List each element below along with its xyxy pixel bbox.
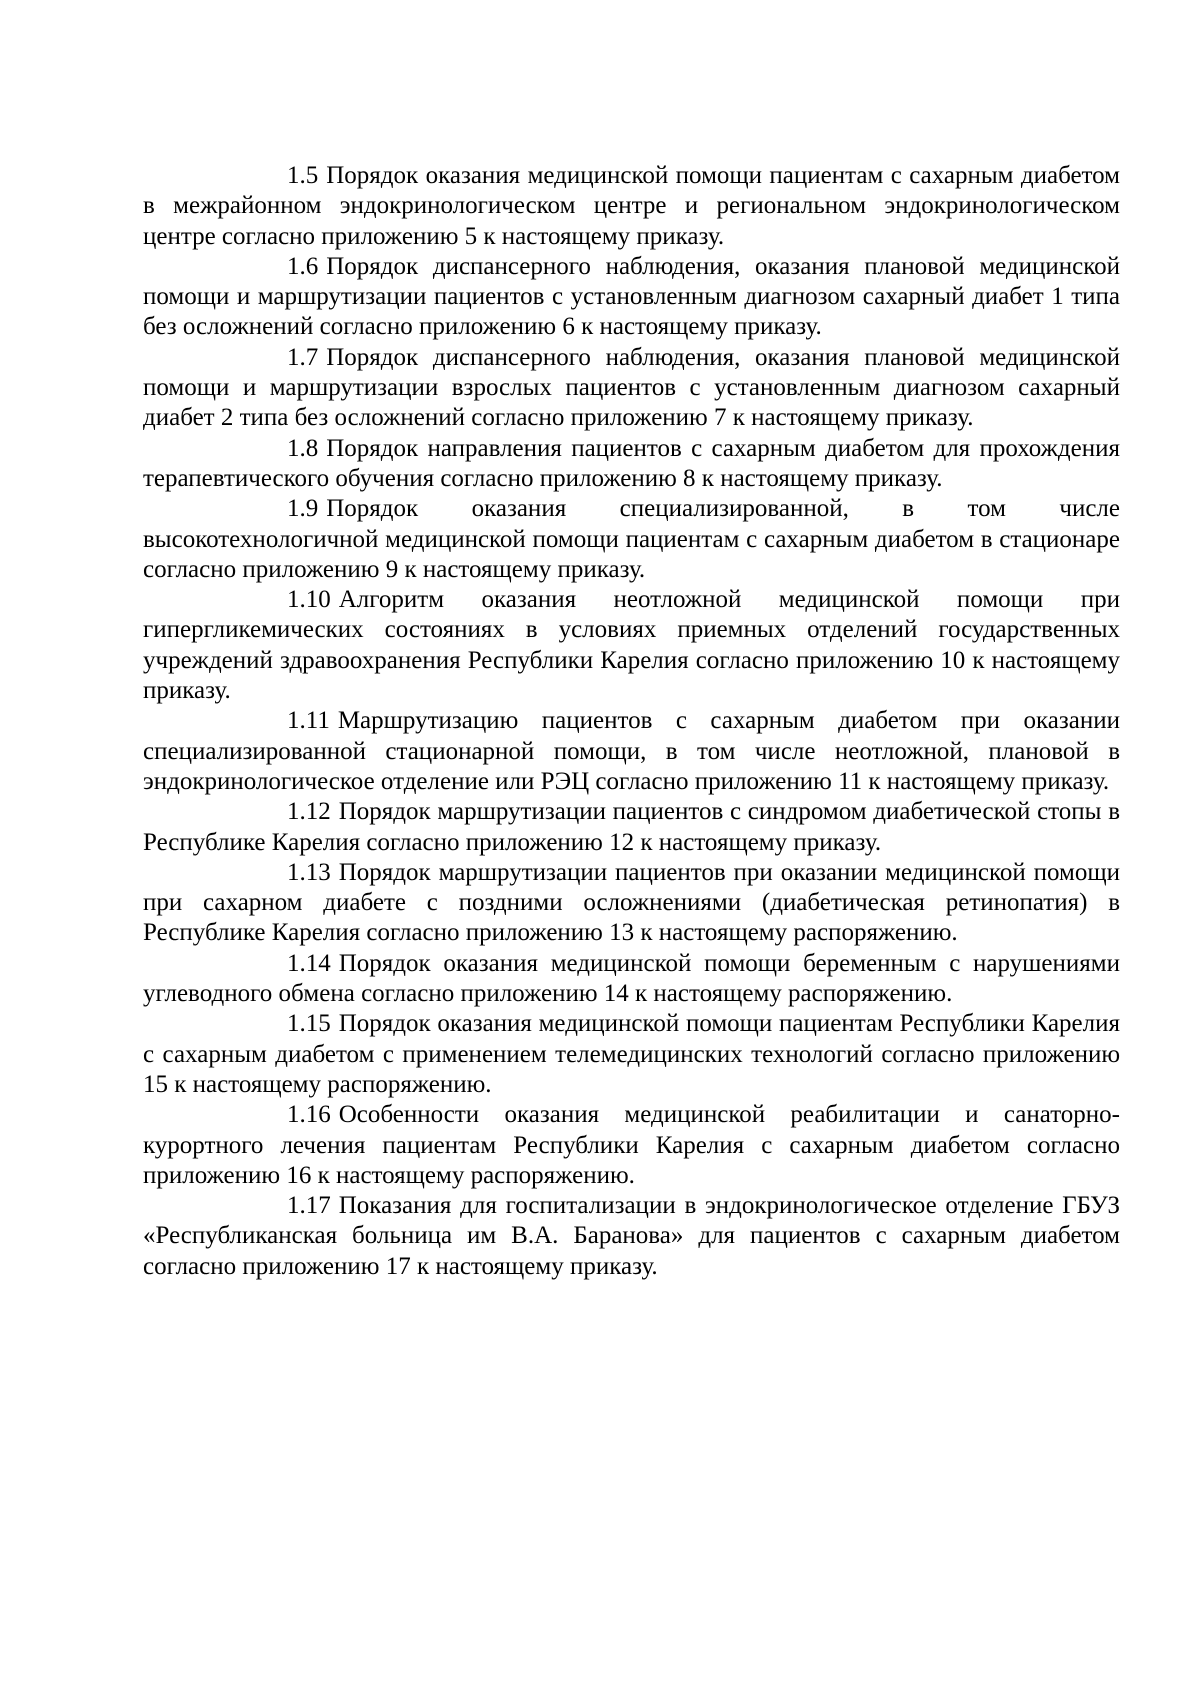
item-number: 1.13 [287, 858, 331, 886]
paragraph-1-14 [143, 949, 1120, 1010]
item-text: Порядок оказания медицинской помощи пациентам Республики Карелия с сахарным диабетом с применением телемедицинских технологий согласно приложению 15 к настоящему распоряжению. [143, 1010, 1120, 1098]
item-number: 1.8 [287, 434, 319, 462]
item-number: 1.16 [287, 1101, 331, 1129]
item-text: Порядок оказания специализированной, в том числе высокотехнологичной медицинской помощи пациентам с сахарным диабетом в стационаре согласно приложению 9 к настоящему приказу. [143, 495, 1120, 583]
item-number: 1.5 [287, 162, 319, 189]
item-number: 1.11 [287, 707, 330, 735]
paragraph-1-12 [143, 797, 1120, 858]
document-body [143, 161, 1120, 1282]
paragraph-1-8 [143, 434, 1120, 495]
item-text: Порядок направления пациентов с сахарным диабетом для прохождения терапевтического обучения согласно приложению 8 к настоящему приказу. [143, 434, 1120, 492]
item-text: Алгоритм оказания неотложной медицинской помощи при гипергликемических состояниях в условиях приемных отделений государственных учреждений здравоохранения Республики Карелия согласно приложению 10 к настоящему приказу. [143, 586, 1120, 705]
paragraph-1-17 [143, 1191, 1120, 1282]
item-number: 1.9 [287, 495, 319, 523]
paragraph-1-6 [143, 252, 1120, 343]
item-text: Показания для госпитализации в эндокринологическое отделение ГБУЗ «Республиканская больница им В.А. Баранова» для пациентов с сахарным диабетом согласно приложению 17 к настоящему приказу. [143, 1192, 1120, 1280]
item-number: 1.15 [287, 1010, 331, 1038]
item-number: 1.17 [287, 1192, 331, 1220]
paragraph-1-11 [143, 706, 1120, 797]
paragraph-1-15 [143, 1009, 1120, 1100]
paragraph-1-9 [143, 494, 1120, 585]
item-text: Особенности оказания медицинской реабилитации и санаторно-курортного лечения пациентам Республики Карелия с сахарным диабетом согласно приложению 16 к настоящему распоряжению. [143, 1101, 1120, 1189]
item-text: Порядок маршрутизации пациентов с синдромом диабетической стопы в Республике Карелия согласно приложению 12 к настоящему приказу. [143, 798, 1120, 856]
item-number: 1.14 [287, 949, 331, 977]
paragraph-1-16 [143, 1100, 1120, 1191]
paragraph-1-10 [143, 585, 1120, 706]
item-number: 1.10 [287, 586, 331, 614]
item-text: Порядок оказания медицинской помощи беременным с нарушениями углеводного обмена согласно приложению 14 к настоящему распоряжению. [143, 949, 1120, 1008]
item-number: 1.6 [287, 252, 319, 280]
item-text: Порядок оказания медицинской помощи пациентам с сахарным диабетом в межрайонном эндокринологическом центре и региональном эндокринологическом центре согласно приложению 5 к настоящему приказу. [143, 162, 1120, 250]
paragraph-1-5 [143, 161, 1120, 252]
item-number: 1.12 [287, 798, 331, 826]
item-text: Маршрутизацию пациентов с сахарным диабетом при оказании специализированной стационарной помощи, в том числе неотложной, плановой в эндокринологическое отделение или РЭЦ согласно приложению 11 к настоящему приказу. [143, 707, 1120, 795]
paragraph-1-13 [143, 858, 1120, 949]
item-number: 1.7 [287, 343, 319, 371]
item-text: Порядок маршрутизации пациентов при оказании медицинской помощи при сахарном диабете с поздними осложнениями (диабетическая ретинопатия) в Республике Карелия согласно приложению 13 к настоящему распоряжению. [143, 858, 1120, 947]
item-text: Порядок диспансерного наблюдения, оказания плановой медицинской помощи и маршрутизации взрослых пациентов с установленным диагнозом сахарный диабет 2 типа без осложнений согласно приложению 7 к настоящему приказу. [143, 343, 1120, 432]
paragraph-1-7 [143, 343, 1120, 434]
item-text: Порядок диспансерного наблюдения, оказания плановой медицинской помощи и маршрутизации пациентов с установленным диагнозом сахарный диабет 1 типа без осложнений согласно приложению 6 к настоящему приказу. [143, 252, 1120, 341]
